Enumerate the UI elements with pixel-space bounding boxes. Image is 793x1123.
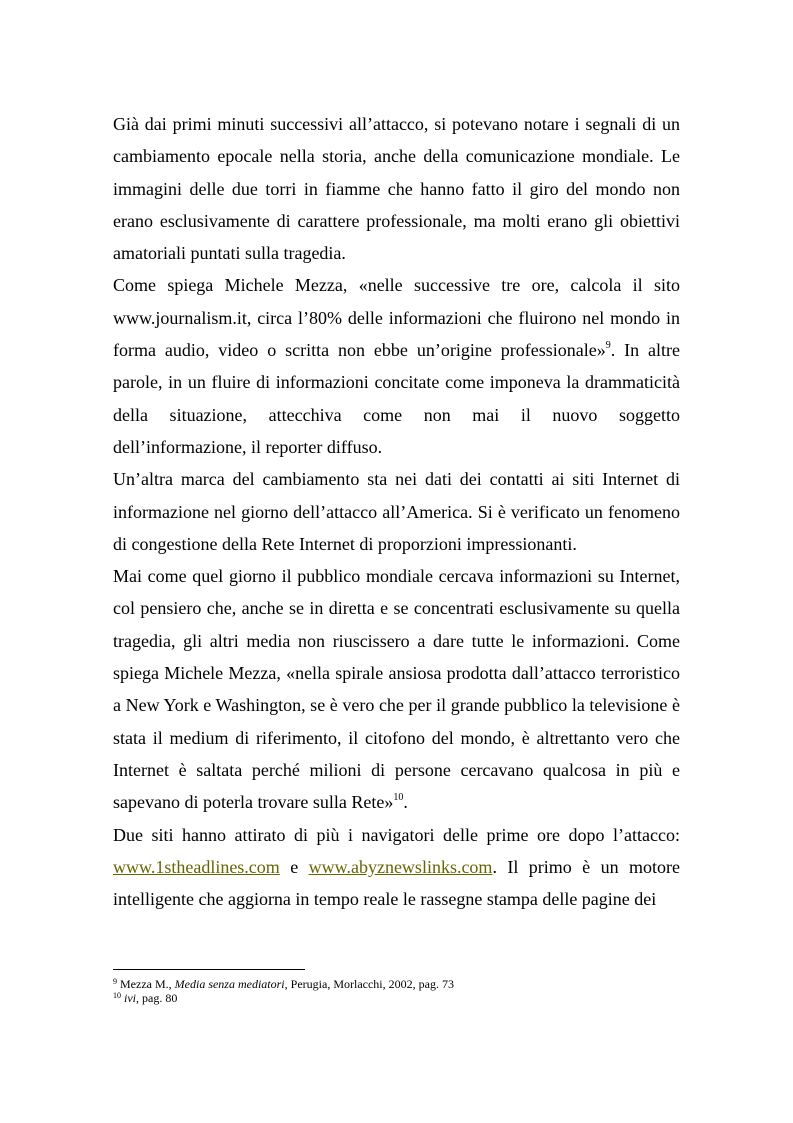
paragraph-3: Un’altra marca del cambiamento sta nei dati dei contatti ai siti Internet di informazione nel giorno dell’attacco all’America. Si è verificato un fenomeno di congestione della Rete Internet di proporzioni impressionanti.: [113, 469, 680, 554]
footnote-9-title: Media senza mediatori: [174, 977, 285, 991]
body-text: [113, 108, 680, 915]
footnote-10: $^{10}$ ivi, pag. 80: [113, 991, 178, 1005]
link-abyznewslinks[interactable]: www.abyznewslinks.com: [308, 856, 493, 877]
paragraph-2: Come spiega Michele Mezza, «nelle successive tre ore, calcola il sito www.journalism.it, circa l’80% delle informazioni che fluirono nel mondo in forma audio, video o scritta non ebbe un’origine professionale»$^9$. In altre parole, in un fluire di informazioni concitate come imponeva la drammaticità della situazione, attecchiva come non mai il nuovo soggetto dell’informazione, il reporter diffuso.: [113, 275, 681, 457]
footnotes: [113, 977, 680, 1005]
link-1stheadlines[interactable]: www.1stheadlines.com: [113, 856, 280, 877]
paragraph-1: Già dai primi minuti successivi all’attacco, si potevano notare i segnali di un cambiamento epocale nella storia, anche della comunicazione mondiale. Le immagini delle due torri in fiamme che hanno fatto il giro del mondo non erano esclusivamente di carattere professionale, ma molti erano gli obiettivi amatoriali puntati sulla tragedia.: [113, 114, 680, 264]
footnote-separator: [113, 969, 305, 970]
document-page: [113, 108, 680, 915]
footnote-10-title: ivi: [124, 991, 136, 1005]
footnote-ref-10[interactable]: 10: [393, 792, 404, 804]
footnote-9: $^9$ Mezza M., Media senza mediatori, Perugia, Morlacchi, 2002, pag. 73: [113, 977, 454, 991]
footnote-ref-9[interactable]: 9: [605, 340, 611, 352]
paragraph-5: Due siti hanno attirato di più i navigatori delle prime ore dopo l’attacco: www.1stheadlines.com e www.abyznewslinks.com. Il primo è un motore intelligente che aggiorna in tempo reale le rassegne stampa delle pagine dei: [113, 824, 680, 910]
paragraph-4: Mai come quel giorno il pubblico mondiale cercava informazioni su Internet, col pensiero che, anche se in diretta e se concentrati esclusivamente su quella tragedia, gli altri media non riuscissero a dare tutte le informazioni. Come spiega Michele Mezza, «nella spirale ansiosa prodotta dall’attacco terroristico a New York e Washington, se è vero che per il grande pubblico la televisione è stata il medium di riferimento, il citofono del mondo, è altrettanto vero che Internet è saltata perché milioni di persone cercavano qualcosa in più e sapevano di poterla trovare sulla Rete»$^{10}$.: [113, 566, 680, 813]
